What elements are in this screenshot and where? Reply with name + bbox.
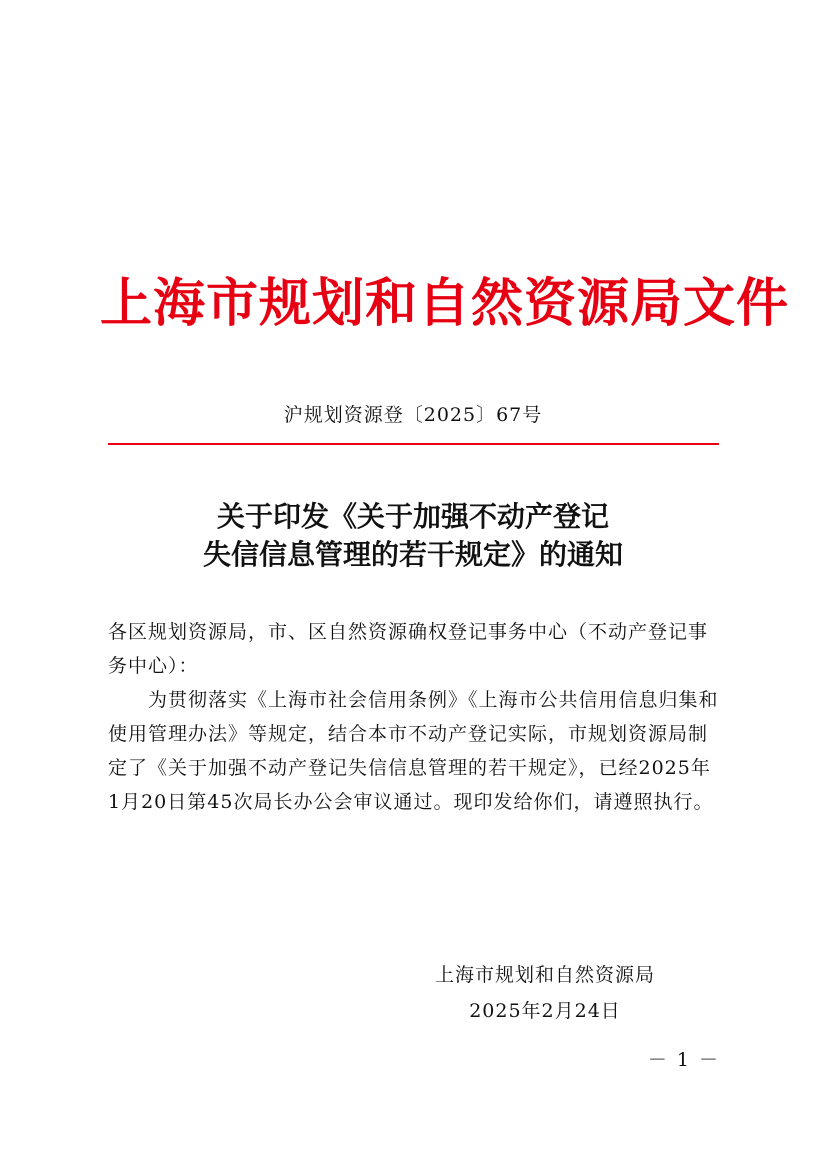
notice-title-line-1: 关于印发《关于加强不动产登记 (216, 500, 609, 533)
signature-date: 2025年2月24日 (469, 1000, 621, 1022)
addressee: 各区规划资源局，市、区自然资源确权登记事务中心（不动产登记事务中心）： (108, 621, 709, 677)
document-number: 沪规划资源登〔2025〕67号 (283, 404, 543, 426)
signature-organization: 上海市规划和自然资源局 (434, 964, 655, 986)
notice-title-line-2: 失信信息管理的若干规定》的通知 (202, 538, 623, 571)
document-header-title: 上海市规划和自然资源局文件 (100, 273, 790, 334)
body-paragraph: 为贯彻落实《上海市社会信用条例》《上海市公共信用信息归集和使用管理办法》等规定，结合本市不动产登记实际，市规划资源局制定了《关于加强不动产登记失信信息管理的若干规定》，已经2025年1月20日第45次局长办公会审议通过。现印发给你们，请遵照执行。 (108, 689, 719, 813)
notice-title (108, 498, 718, 574)
page-number: － 1 － (647, 1049, 720, 1071)
red-separator-line (108, 443, 719, 445)
